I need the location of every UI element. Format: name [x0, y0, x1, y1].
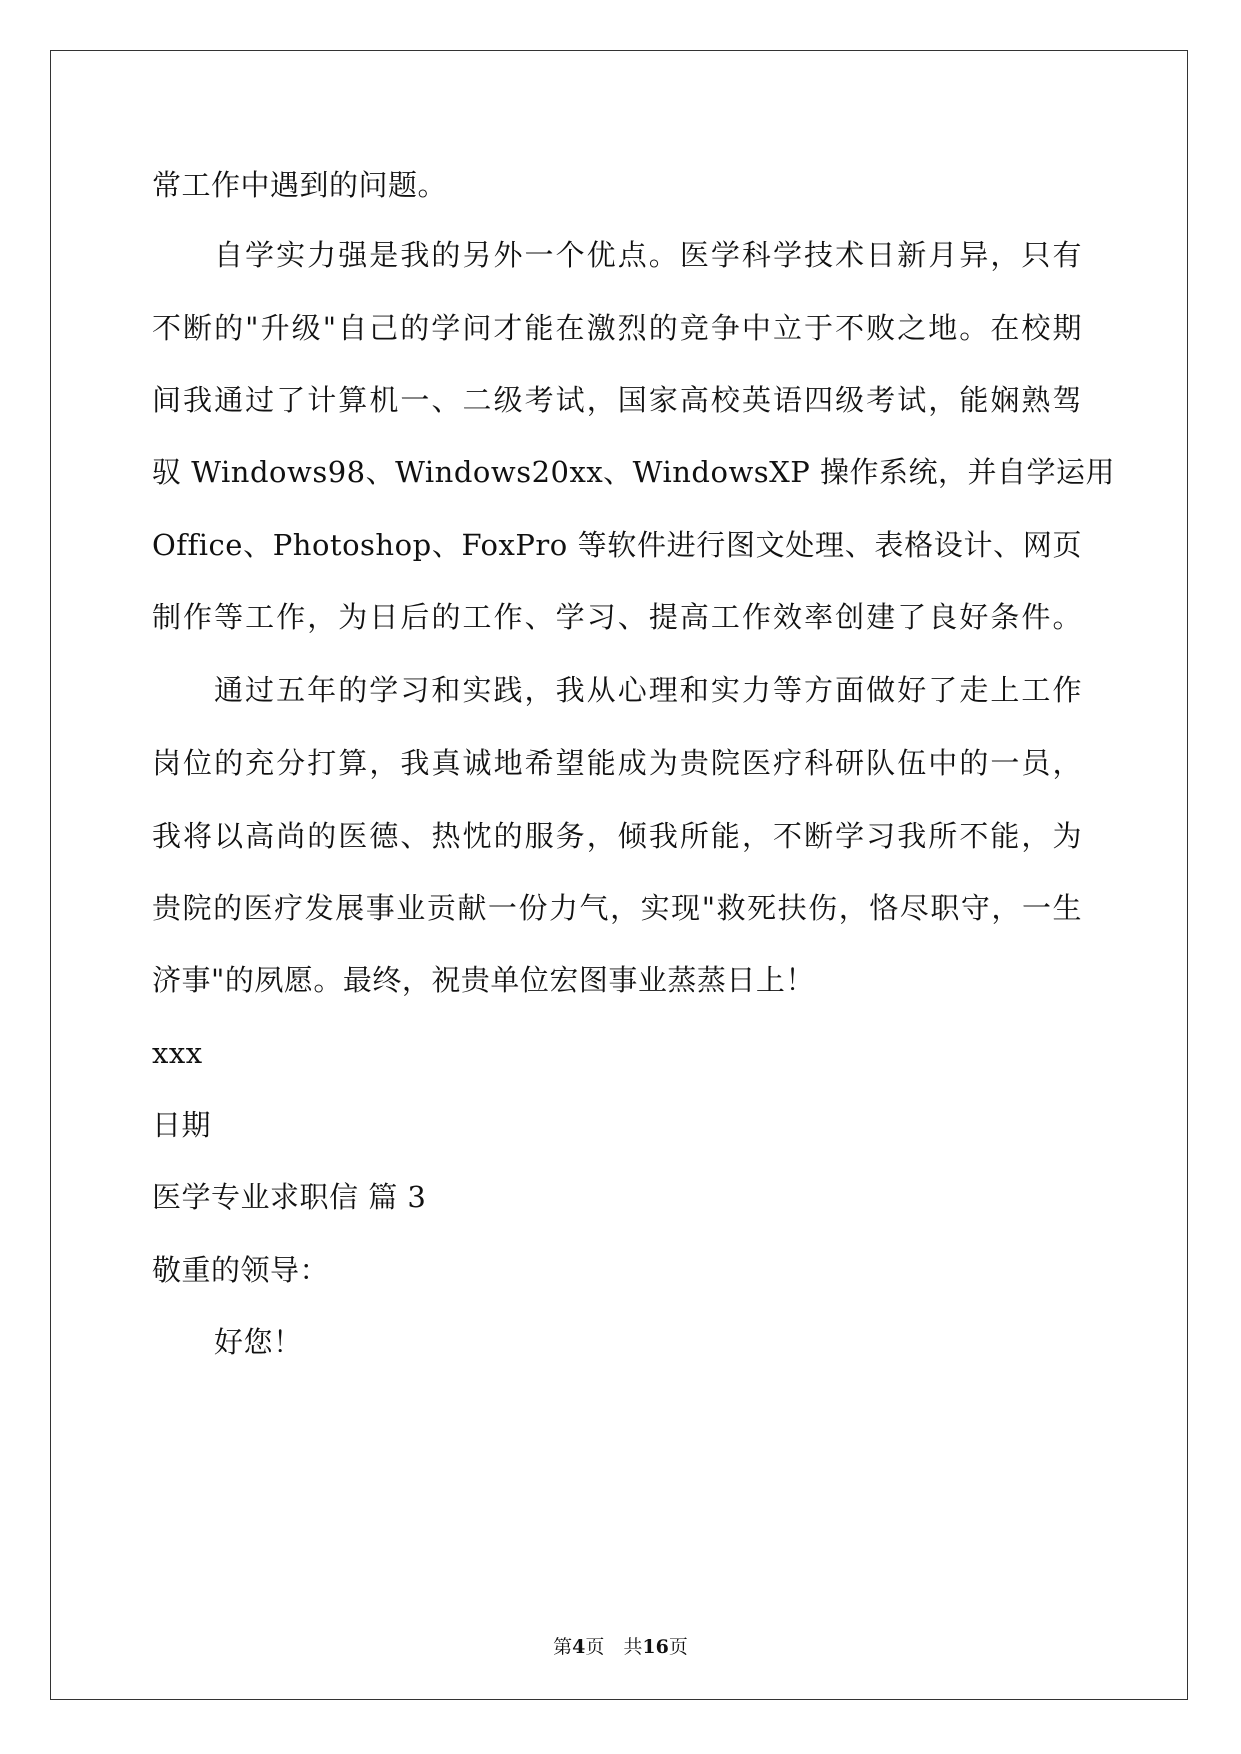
- signature-date: 日期: [152, 1108, 212, 1142]
- signature-name: xxx: [152, 1036, 203, 1070]
- page-border: [50, 50, 1188, 1700]
- text-line: 贵院的医疗发展事业贡献一份力气，实现"救死扶伤，恪尽职守，一生: [152, 891, 1082, 925]
- greeting: 好您！: [214, 1325, 303, 1359]
- current-page-number: 4: [572, 1636, 586, 1658]
- text-line: 我将以高尚的医德、热忱的服务，倾我所能，不断学习我所不能，为: [152, 819, 1082, 853]
- letter-title: 医学专业求职信 篇 3: [152, 1180, 427, 1214]
- text-line: Office、Photoshop、FoxPro 等软件进行图文处理、表格设计、网页: [152, 528, 1082, 562]
- text-line: 自学实力强是我的另外一个优点。医学科学技术日新月异，只有: [214, 238, 1082, 272]
- footer-mid: 页 共: [585, 1636, 643, 1658]
- text-line: 岗位的充分打算，我真诚地希望能成为贵院医疗科研队伍中的一员，: [152, 746, 1082, 780]
- text-line: 通过五年的学习和实践，我从心理和实力等方面做好了走上工作: [214, 673, 1082, 707]
- salutation: 敬重的领导：: [152, 1253, 330, 1287]
- total-page-count: 16: [642, 1636, 669, 1658]
- text-line: 常工作中遇到的问题。: [152, 168, 448, 202]
- text-line: 间我通过了计算机一、二级考试，国家高校英语四级考试，能娴熟驾: [152, 383, 1082, 417]
- footer-prefix: 第: [553, 1636, 573, 1658]
- text-line: 不断的"升级"自己的学问才能在激烈的竞争中立于不败之地。在校期: [152, 311, 1082, 345]
- text-line: 制作等工作，为日后的工作、学习、提高工作效率创建了良好条件。: [152, 600, 1082, 634]
- text-line: 驭 Windows98、Windows20xx、WindowsXP 操作系统，并自学运用: [152, 455, 1116, 489]
- page-footer: [0, 1632, 1241, 1659]
- text-line: 济事"的夙愿。最终，祝贵单位宏图事业蒸蒸日上！: [152, 963, 815, 997]
- footer-suffix: 页: [668, 1636, 688, 1658]
